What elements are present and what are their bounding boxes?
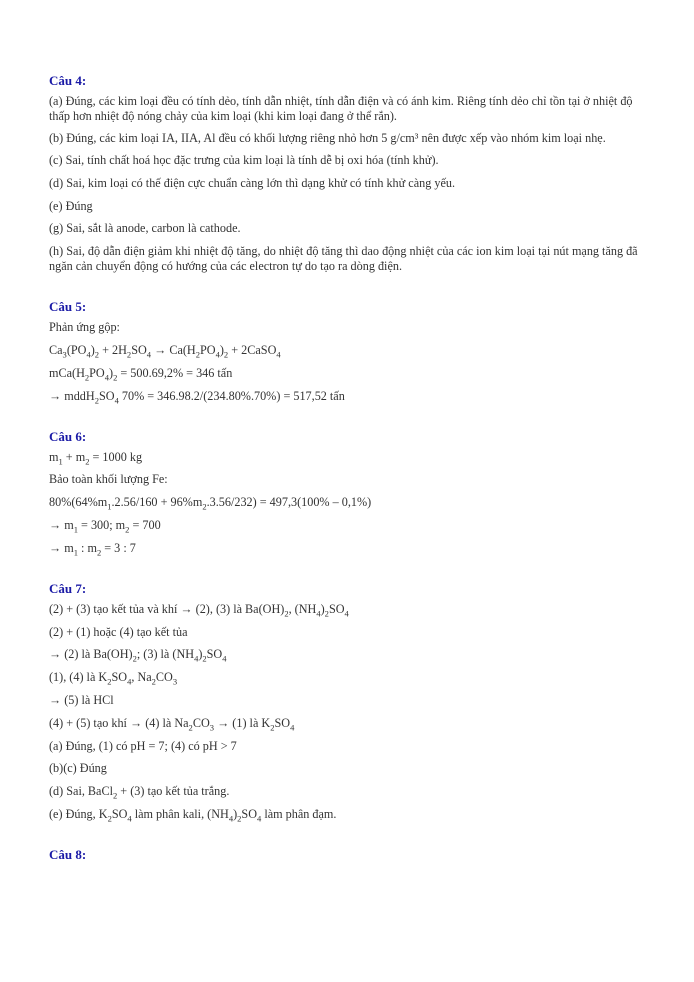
text-line: $mCa(H_2PO_4)_2 = 500.69,2\% = 346$ tấn [49, 365, 233, 383]
section-body [49, 602, 649, 822]
text-line: → (2) là $Ba(OH)_2$; (3) là $(NH_4)_2SO_4$ [49, 647, 227, 664]
section-cau-6 [49, 428, 649, 556]
section-cau-5 [49, 298, 649, 406]
text-line: (e) Đúng, $K_2SO_4$ làm phân kali, $(NH_4)_2SO_4$ làm phân đạm. [49, 806, 337, 824]
section-heading: Câu 6: [49, 428, 87, 444]
section-cau-7 [49, 580, 649, 822]
text-line: (h) Sai, độ dẫn điện giảm khi nhiệt độ tăng, do nhiệt độ tăng thì dao động nhiệt của các ion kim loại tại nút mạng tăng đã ngăn cản chuyển động có hướng của các electron tự do tạo ra dòng điện. [49, 244, 638, 274]
text-line: → $mddH_2SO_4$ 70% = 346.98.2/(234.80%.70%) = 517,52 tấn [49, 388, 345, 406]
text-line: (b) Đúng, các kim loại IA, IIA, Al đều có khối lượng riêng nhỏ hơn 5 g/cm³ nên được xếp vào nhóm kim loại nhẹ. [49, 131, 606, 145]
text-line: (2) + (1) hoặc (4) tạo kết tủa [49, 624, 188, 639]
document-page [49, 72, 649, 887]
text-line: (d) Sai, kim loại có thế điện cực chuẩn càng lớn thì dạng khử có tính khử càng yếu. [49, 175, 455, 190]
text-line: $m_1 + m_2 = 1000$ kg [49, 449, 143, 467]
text-line: → $m_1 = 300$; $m_2 = 700$ [49, 517, 161, 535]
text-line: (d) Sai, BaCl$_2$ + (3) tạo kết tủa trắng. [49, 784, 230, 801]
text-line: $80\%(64\%m_1.2.56/160 + 96\%m_2.3.56/232) = 497,3(100\% - 0,1\%)$ [49, 495, 372, 512]
text-line: (e) Đúng [49, 198, 93, 213]
section-heading: Câu 7: [49, 580, 87, 596]
text-line: (4) + (5) tạo khí → (4) là $Na_2CO_3 \to (1)$ là $K_2SO_4$ [49, 715, 295, 733]
text-line: Phản ứng gộp: [49, 320, 120, 335]
section-cau-4 [49, 72, 649, 274]
text-line: (2) + (3) tạo kết tủa và khí → (2), (3) là $Ba(OH)_2$, $(NH_4)_2SO_4$ [49, 601, 349, 619]
text-line: Bảo toàn khối lượng Fe: [49, 472, 168, 487]
text-line: (a) Đúng, (1) có pH = 7; (4) có pH > 7 [49, 738, 237, 753]
section-heading: Câu 4: [49, 73, 87, 88]
section-body [49, 450, 649, 556]
text-line: → $m_1$ : $m_2 = 3$ : 7 [49, 540, 136, 558]
section-heading: Câu 5: [49, 299, 87, 315]
text-line: (b)(c) Đúng [49, 761, 107, 776]
section-heading: Câu 8: [49, 846, 87, 862]
section-body [49, 94, 649, 274]
text-line: (g) Sai, sắt là anode, carbon là cathode. [49, 221, 241, 236]
section-cau-8 [49, 846, 649, 863]
text-line: → (5) là HCl [49, 692, 114, 707]
text-line: (1), (4) là $K_2SO_4$, $Na_2CO_3$ [49, 670, 178, 687]
text-line: (c) Sai, tính chất hoá học đặc trưng của kim loại là tính dễ bị oxi hóa (tính khử). [49, 153, 439, 167]
text-line: $Ca_3(PO_4)_2 + 2H_2SO_4 \to Ca(H_2PO_4)_2$ + 2CaSO$_4$ [49, 342, 281, 360]
text-line: (a) Đúng, các kim loại đều có tính dẻo, tính dẫn nhiệt, tính dẫn điện và có ánh kim. Riêng tính dẻo chỉ tồn tại ở nhiệt độ thấp hơn nhiệt độ nóng chảy của kim loại (khi kim loại đang ở thể rắn). [49, 94, 633, 123]
section-body [49, 320, 649, 406]
